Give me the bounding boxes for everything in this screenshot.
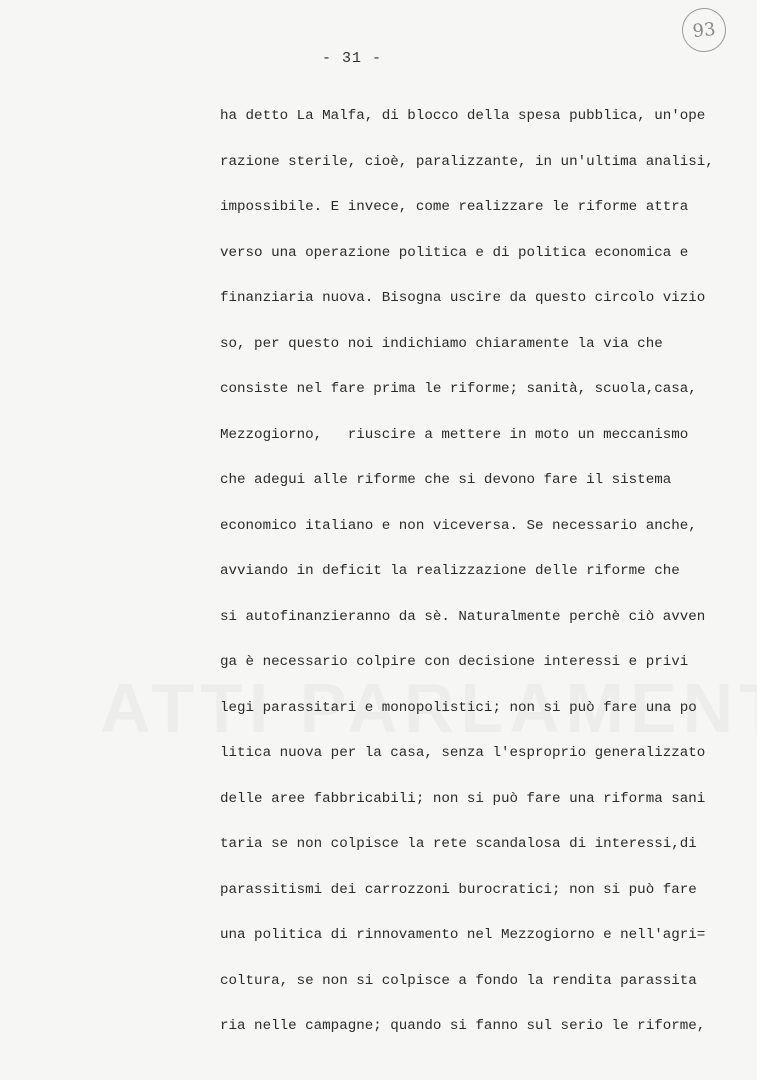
text-line: ria nelle campagne; quando si fanno sul serio le riforme, — [220, 1018, 706, 1034]
text-line: impossibile. E invece, come realizzare le riforme attra — [220, 199, 689, 215]
page-number: - 31 - — [322, 50, 383, 67]
text-line: taria se non colpisce la rete scandalosa di interessi,di — [220, 836, 697, 852]
text-line: ha detto La Malfa, di blocco della spesa pubblica, un'ope — [220, 108, 706, 124]
text-line: ga è necessario colpire con decisione interessi e privi — [220, 654, 689, 670]
text-line: che adegui alle riforme che si devono fare il sistema — [220, 472, 672, 488]
text-line: Mezzogiorno, riuscire a mettere in moto un meccanismo — [220, 426, 689, 443]
text-line: so, per questo noi indichiamo chiaramente la via che — [220, 335, 663, 352]
text-line: una politica di rinnovamento nel Mezzogiorno e nell'agri= — [220, 927, 706, 943]
text-line: economico italiano e non viceversa. Se necessario anche, — [220, 517, 697, 534]
text-line: parassitismi dei carrozzoni burocratici; non si può fare — [220, 881, 697, 898]
text-line: finanziaria nuova. Bisogna uscire da questo circolo vizio — [220, 290, 706, 306]
text-line: legi parassitari e monopolistici; non si può fare una po — [220, 699, 697, 716]
archive-stamp: 93 — [680, 6, 728, 54]
text-line: consiste nel fare prima le riforme; sanità, scuola,casa, — [220, 381, 697, 397]
text-line: avviando in deficit la realizzazione delle riforme che — [220, 563, 680, 579]
text-line: delle aree fabbricabili; non si può fare una riforma sani — [220, 790, 706, 807]
text-line: si autofinanzieranno da sè. Naturalmente perchè ciò avven — [220, 608, 706, 625]
text-line: coltura, se non si colpisce a fondo la rendita parassita — [220, 972, 697, 989]
text-line: verso una operazione politica e di politica economica e — [220, 244, 689, 261]
text-line: litica nuova per la casa, senza l'esproprio generalizzato — [220, 745, 706, 761]
text-line: razione sterile, cioè, paralizzante, in un'ultima analisi, — [220, 153, 714, 170]
typewritten-text — [220, 101, 755, 1057]
